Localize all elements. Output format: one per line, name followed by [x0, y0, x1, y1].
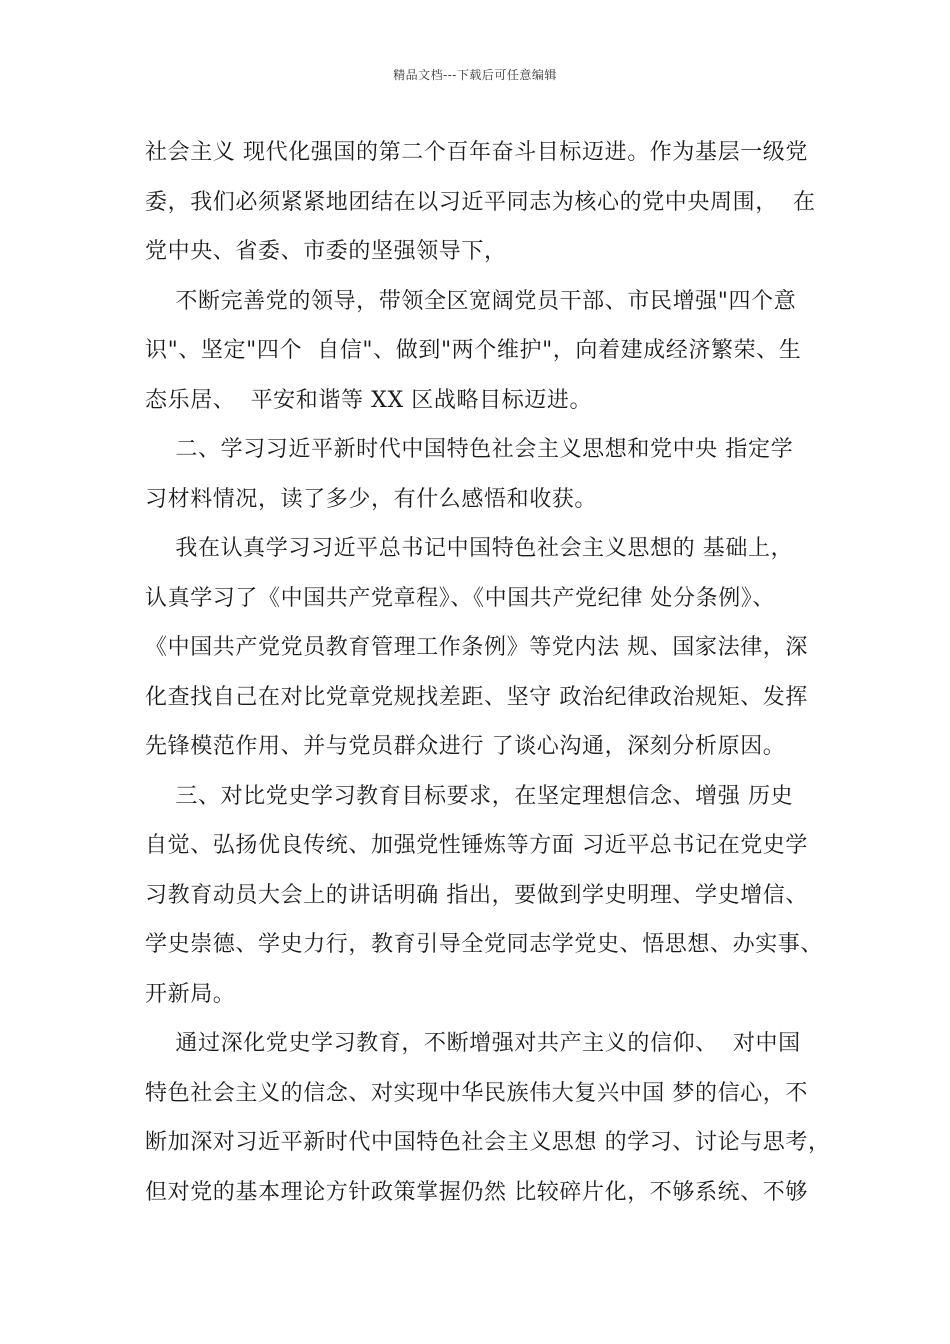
- text-line: 但对党的基本理论方针政策掌握仍然 比较碎片化，不够系统、不够: [145, 1179, 808, 1205]
- text-line: 通过深化党史学习教育，不断增强对共产主义的信仰、 对中国: [145, 1031, 801, 1056]
- text-line: 特色社会主义的信念、对实现中华民族伟大复兴中国 梦的信心，不: [145, 1080, 808, 1106]
- text-line: 认真学习了《中国共产党章程》、《中国共产党纪律 处分条例》、: [145, 585, 775, 611]
- text-line: 习教育动员大会上的讲话明确 指出，要做到学史明理、学史增信、: [145, 882, 808, 908]
- text-line: 委，我们必须紧紧地团结在以习近平同志为核心的党中央周围， 在: [145, 189, 816, 215]
- text-line: 三、对比党史学习教育目标要求，在坚定理想信念、增强 历史: [145, 783, 794, 809]
- text-line: 断加深对习近平新时代中国特色社会主义思想 的学习、讨论与思考，: [145, 1130, 831, 1155]
- text-line: 自觉、弘扬优良传统、加强党性锤炼等方面 习近平总书记在党史学: [145, 833, 808, 858]
- text-line: 不断完善党的领导，带领全区宽阔党员干部、市民增强"四个意: [145, 288, 797, 314]
- body-text: [145, 128, 835, 1217]
- text-line: 《中国共产党党员教育管理工作条例》等党内法 规、国家法律，深: [145, 635, 808, 660]
- text-line: 化查找自己在对比党章党规找差距、坚守 政治纪律政治规矩、发挥: [145, 684, 808, 710]
- text-line: 识"、坚定"四个 自信"、做到"两个维护"，向着建成经济繁荣、生: [145, 338, 802, 363]
- page-header: 精品文档---下载后可任意编辑: [393, 68, 557, 82]
- text-line: 习材料情况，读了多少，有什么感悟和收获。: [145, 486, 598, 512]
- text-line: 党中央、省委、市委的坚强领导下，: [145, 239, 507, 264]
- text-line: 我在认真学习习近平总书记中国特色社会主义思想的 基础上，: [145, 536, 794, 561]
- text-line: 先锋模范作用、并与党员群众进行 了谈心沟通，深刻分析原因。: [145, 734, 786, 759]
- text-line: 态乐居、 平安和谐等 XX 区战略目标迈进。: [145, 387, 593, 413]
- text-line: 二、学习习近平新时代中国特色社会主义思想和党中央 指定学: [145, 437, 794, 462]
- text-line: 开新局。: [145, 981, 236, 1007]
- text-line: 学史崇德、学史力行，教育引导全党同志学党史、悟思想、办实事、: [145, 932, 824, 957]
- text-line: 社会主义 现代化强国的第二个百年奋斗目标迈进。作为基层一级党: [145, 140, 808, 165]
